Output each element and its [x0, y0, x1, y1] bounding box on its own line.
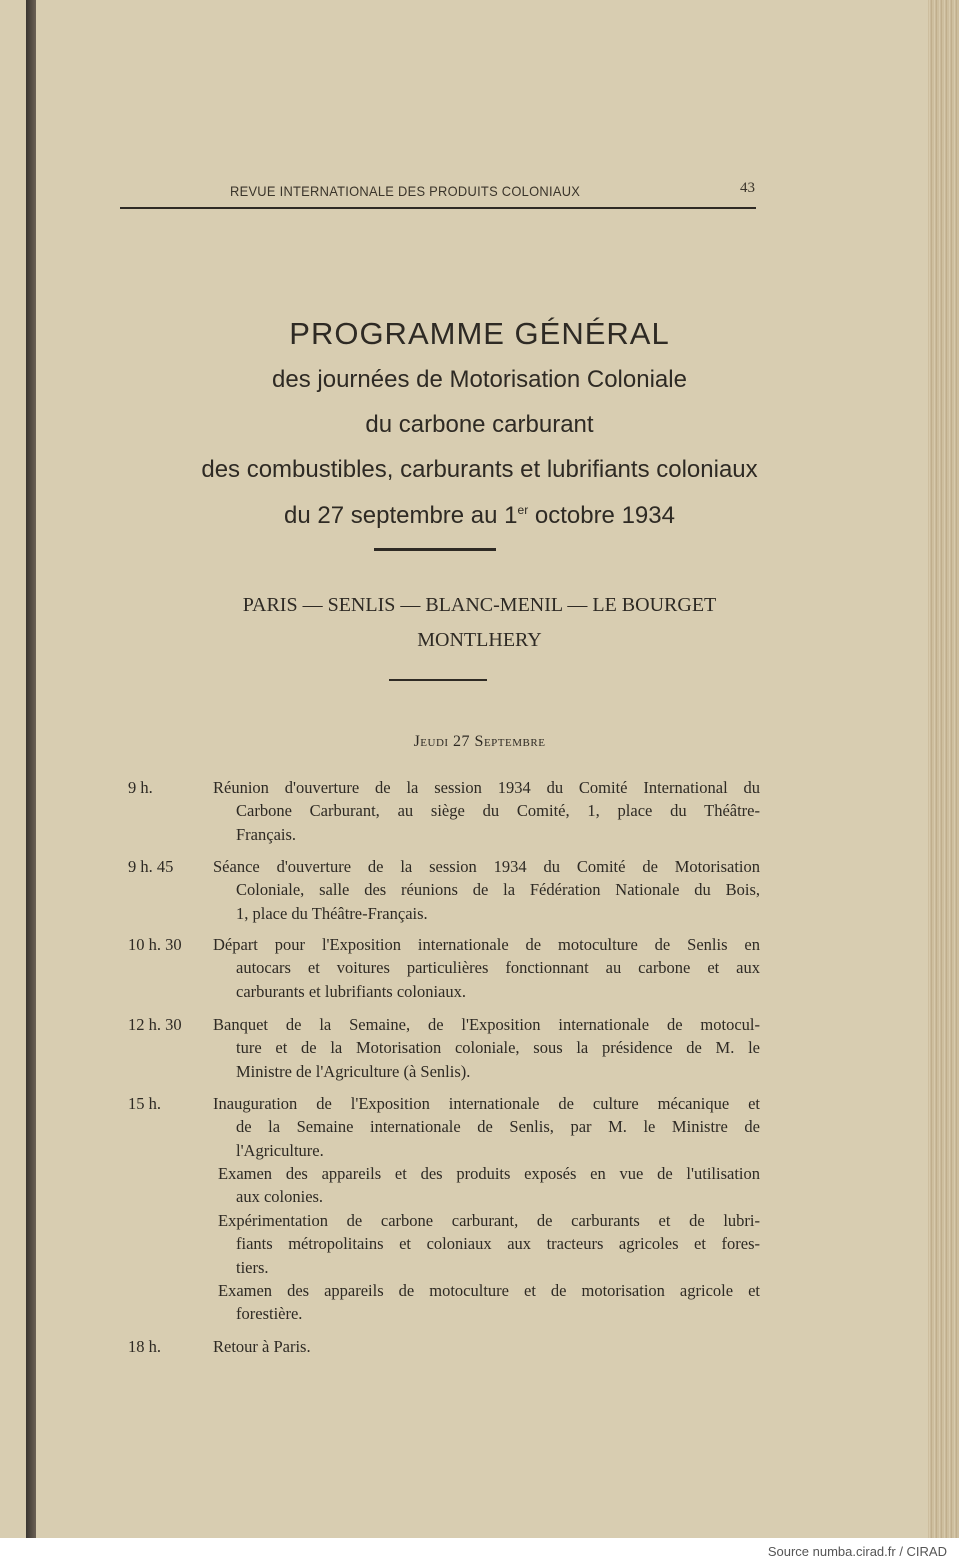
- entry-text-line: Départ pour l'Exposition internationale de motoculture de Senlis en: [213, 935, 760, 954]
- entry-text-line: 1, place du Théâtre-Français.: [236, 903, 428, 923]
- locations-line: PARIS — SENLIS — BLANC-MENIL — LE BOURGET: [242, 594, 717, 616]
- locations-line: MONTLHERY: [417, 629, 542, 651]
- entry-text-line: Séance d'ouverture de la session 1934 du Comité de Motorisation: [213, 857, 760, 876]
- entry-text-line: Coloniale, salle des réunions de la Fédération Nationale du Bois,: [236, 880, 760, 900]
- entry-text-line: Banquet de la Semaine, de l'Exposition internationale de motocul-: [213, 1015, 760, 1034]
- divider: [374, 548, 496, 551]
- entry-time: 12 h. 30: [128, 1015, 182, 1034]
- entry-text-line: carburants et lubrifiants coloniaux.: [236, 981, 467, 1001]
- entry-text-line: l'Agriculture.: [236, 1140, 324, 1160]
- entry-subparagraph-line: fiants métropolitains et coloniaux aux tracteurs agricoles et fores-: [236, 1234, 760, 1254]
- page-number: 43: [740, 180, 755, 196]
- subtitle-line: du carbone carburant: [365, 411, 594, 438]
- entry-time: 9 h.: [128, 778, 153, 797]
- document-title: PROGRAMME GÉNÉRAL: [289, 316, 670, 351]
- date-line: [0, 502, 959, 530]
- page-edges: [928, 0, 959, 1538]
- entry-time: 10 h. 30: [128, 935, 182, 954]
- entry-time: 18 h.: [128, 1337, 161, 1356]
- running-title: REVUE INTERNATIONALE DES PRODUITS COLONIAUX: [230, 183, 581, 199]
- header-rule: [120, 207, 756, 209]
- source-credit: Source numba.cirad.fr / CIRAD: [767, 1544, 947, 1559]
- date-suffix: octobre 1934: [528, 502, 675, 529]
- entry-text-line: autocars et voitures particulières fonctionnant au carbone et aux: [236, 958, 760, 978]
- entry-subparagraph-line: tiers.: [236, 1257, 269, 1277]
- entry-time: 15 h.: [128, 1094, 161, 1113]
- entry-text-line: Français.: [236, 824, 297, 844]
- entry-text-line: de la Semaine internationale de Senlis, par M. le Ministre de: [236, 1117, 760, 1137]
- entry-text-line: Réunion d'ouverture de la session 1934 du Comité International du: [213, 778, 760, 797]
- entry-subparagraph-line: Examen des appareils de motoculture et de motorisation agricole et: [218, 1281, 760, 1300]
- entry-text-line: Ministre de l'Agriculture (à Senlis).: [236, 1061, 471, 1081]
- entry-subparagraph-line: Examen des appareils et des produits exposés en vue de l'utilisation: [218, 1164, 760, 1183]
- entry-text-line: Carbone Carburant, au siège du Comité, 1, place du Théâtre-: [236, 801, 760, 821]
- binding-edge: [26, 0, 36, 1538]
- entry-subparagraph-line: Expérimentation de carbone carburant, de carburants et de lubri-: [218, 1211, 760, 1230]
- date-prefix: du 27 septembre au 1: [284, 502, 518, 529]
- divider: [389, 679, 487, 681]
- entry-text-line: ture et de la Motorisation coloniale, sous la présidence de M. le: [236, 1038, 760, 1058]
- day-heading: Jeudi 27 Septembre: [413, 733, 546, 750]
- entry-text-line: Inauguration de l'Exposition internationale de culture mécanique et: [213, 1094, 760, 1113]
- entry-text-line: Retour à Paris.: [213, 1337, 311, 1356]
- entry-time: 9 h. 45: [128, 857, 174, 876]
- entry-subparagraph-line: forestière.: [236, 1304, 303, 1324]
- entry-subparagraph-line: aux colonies.: [236, 1187, 324, 1207]
- date-sup: er: [517, 503, 529, 517]
- subtitle-line: des journées de Motorisation Coloniale: [272, 366, 687, 393]
- subtitle-line: des combustibles, carburants et lubrifiants coloniaux: [201, 456, 758, 483]
